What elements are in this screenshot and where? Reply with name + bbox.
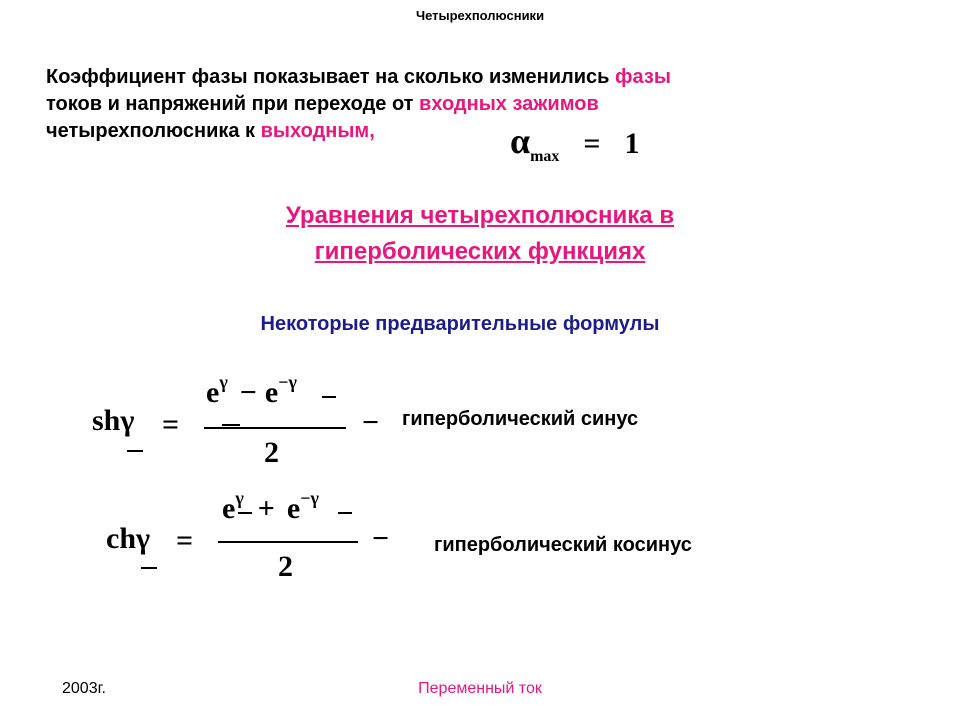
intro-paragraph: [46, 64, 906, 145]
cosh-numerator: [222, 488, 319, 526]
alpha-symbol: α: [510, 121, 531, 161]
cosh-term1-underline: [238, 512, 252, 514]
text-run: Коэффициент фазы показывает на сколько изменились: [46, 66, 616, 88]
footer-year: 2003г.: [62, 680, 106, 697]
sinh-dash: −: [362, 406, 380, 439]
alpha-max-equation: [510, 120, 640, 165]
text-run: фазы: [615, 66, 671, 88]
sinh-term1-exp: γ: [219, 372, 228, 392]
cosh-term2-underline: [338, 512, 352, 514]
sinh-numerator: [206, 372, 297, 410]
intro-line-1: [46, 64, 906, 91]
sinh-lhs-underline: [127, 450, 143, 452]
sinh-denominator: 2: [264, 436, 279, 469]
cosh-term2-exp: −γ: [300, 488, 319, 508]
footer-topic: Переменный ток: [418, 680, 542, 697]
sinh-lhs: shγ: [92, 404, 135, 437]
header-title: Четырехполюсники: [415, 8, 545, 23]
sinh-description: гиперболический синус: [402, 408, 639, 430]
cosh-denominator: 2: [278, 550, 293, 583]
text-run: четырехполюсника к: [46, 120, 261, 142]
cosh-equals: =: [176, 524, 194, 557]
sinh-term2-base: e: [264, 376, 279, 409]
cosh-term1-exp: γ: [235, 488, 244, 508]
sinh-term1-base: e: [206, 376, 220, 409]
cosh-term2-base: e: [286, 492, 301, 525]
text-run: входных зажимов: [419, 93, 599, 115]
intro-line-2: [46, 91, 906, 118]
alpha-equals: =: [583, 127, 601, 160]
cosh-lhs-underline: [141, 567, 157, 569]
text-run: выходным,: [260, 120, 375, 142]
section-title-line-1: Уравнения четырехполюсника в: [285, 202, 675, 229]
text-run: токов и напряжений при переходе от: [46, 93, 420, 115]
sinh-term2-exp: −γ: [278, 372, 297, 392]
section-title: [0, 198, 960, 270]
cosh-term1-base: e: [222, 492, 236, 525]
sinh-term2-underline: [322, 396, 336, 398]
section-title-line-2: гиперболических функциях: [314, 238, 646, 265]
cosh-description: гиперболический косинус: [434, 534, 692, 556]
alpha-subscript: max: [530, 148, 560, 165]
sinh-term1-underline: [222, 424, 240, 426]
sinh-operator: −: [239, 376, 257, 409]
alpha-value: 1: [624, 127, 640, 160]
subtitle: Некоторые предварительные формулы: [260, 313, 660, 335]
intro-line-3: [46, 118, 906, 145]
sinh-equals: =: [162, 408, 180, 441]
cosh-operator: +: [257, 492, 275, 525]
cosh-fraction-bar: [218, 541, 358, 543]
cosh-lhs: chγ: [106, 522, 151, 555]
sinh-fraction-bar: [204, 427, 346, 429]
cosh-dash: −: [372, 522, 390, 555]
